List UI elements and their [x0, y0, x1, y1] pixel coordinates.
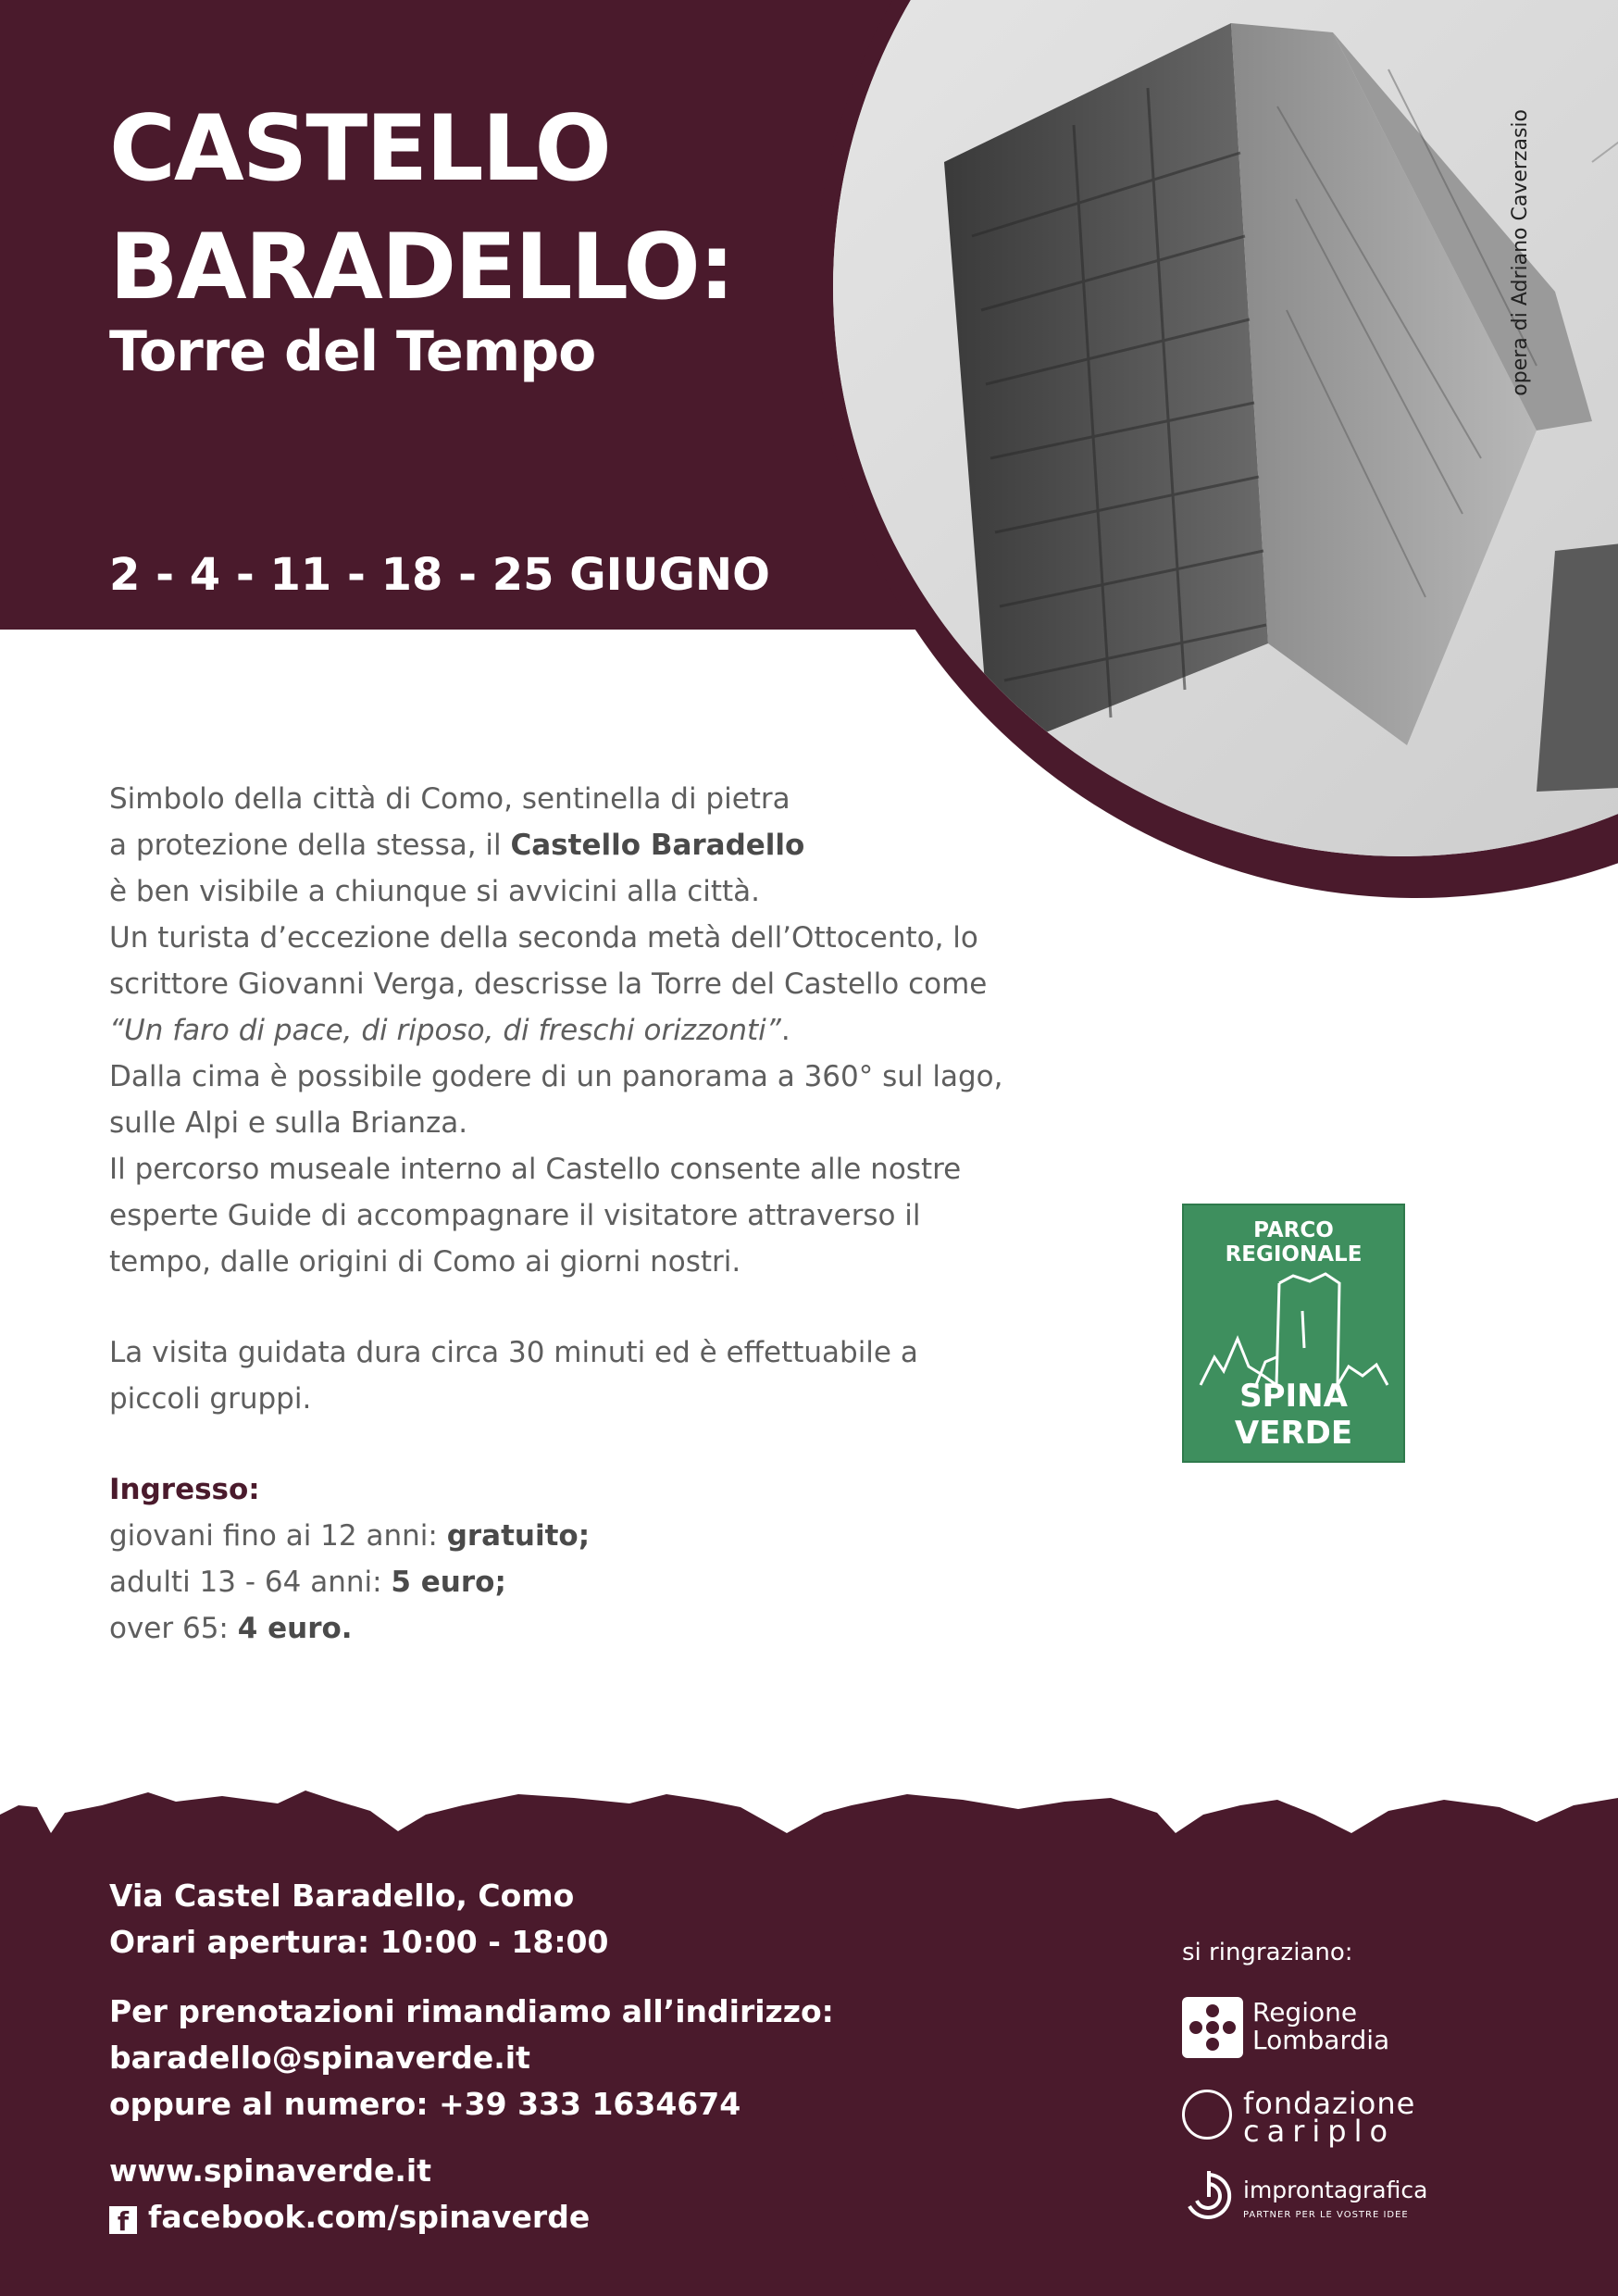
email-link[interactable]: baradello@spinaverde.it	[109, 2040, 530, 2076]
cariplo-seal-icon	[1182, 2090, 1232, 2140]
text-line: Un turista d’eccezione della seconda metà dell’Ottocento, lo	[109, 921, 978, 955]
description	[109, 776, 1053, 1652]
price-line: adulti 13 - 64 anni: 5 euro;	[109, 1566, 506, 1599]
text-line: Dalla cima è possibile godere di un panorama a 360° sul lago,	[109, 1060, 1003, 1093]
subtitle: Torre del Tempo	[109, 319, 596, 384]
text-line: piccoli gruppi.	[109, 1382, 312, 1416]
sponsor-name: Regione	[1252, 1997, 1358, 2028]
sponsor-name: fondazione	[1243, 2086, 1416, 2121]
park-logo-line1: PARCO REGIONALE	[1225, 1218, 1363, 1267]
spina-verde-logo	[1182, 1204, 1405, 1463]
text-line: Simbolo della città di Como, sentinella di pietra	[109, 782, 790, 816]
text-line: sulle Alpi e sulla Brianza.	[109, 1106, 468, 1140]
improntagrafica-icon	[1182, 2169, 1236, 2223]
sponsor-name: Lombardia	[1252, 2025, 1390, 2055]
opening-hours: Orari apertura: 10:00 - 18:00	[109, 1924, 609, 1960]
text-line: La visita guidata dura circa 30 minuti ed è effettuabile a	[109, 1336, 918, 1369]
booking-intro: Per prenotazioni rimandiamo all’indirizzo:	[109, 1993, 834, 2029]
text-line: a protezione della stessa, il Castello Baradello	[109, 829, 805, 862]
text-line: “Un faro di pace, di riposo, di freschi orizzonti”.	[109, 1014, 790, 1047]
address-block	[109, 1873, 608, 1965]
title-line-2: BARADELLO:	[109, 215, 734, 320]
sponsor-tagline: PARTNER PER LE VOSTRE IDEE	[1243, 2210, 1409, 2220]
regione-lombardia-icon	[1182, 1997, 1243, 2058]
facebook-link[interactable]: f facebook.com/spinaverde	[109, 2194, 590, 2240]
phone-number: oppure al numero: +39 333 1634674	[109, 2086, 741, 2122]
facebook-icon: f	[109, 2206, 137, 2234]
event-dates: 2 - 4 - 11 - 18 - 25 GIUGNO	[109, 549, 770, 601]
sponsor-name: improntagrafica	[1243, 2177, 1428, 2203]
thanks-label: si ringraziano:	[1182, 1939, 1353, 1966]
sponsor-name: cariplo	[1243, 2114, 1396, 2149]
verga-quote: “Un faro di pace, di riposo, di freschi orizzonti”	[109, 1014, 781, 1047]
text-line: Il percorso museale interno al Castello consente alle nostre	[109, 1153, 962, 1186]
park-logo-line2: SPINA VERDE	[1234, 1378, 1353, 1452]
artwork-credit: opera di Adriano Caverzasio	[1509, 109, 1532, 396]
website-link[interactable]: www.spinaverde.it	[109, 2152, 432, 2189]
ingresso-title: Ingresso:	[109, 1473, 260, 1506]
booking-block	[109, 1989, 834, 2128]
text-line: è ben visibile a chiunque si avvicini alla città.	[109, 875, 761, 908]
address: Via Castel Baradello, Como	[109, 1878, 575, 1914]
web-block	[109, 2148, 590, 2240]
tower-artwork	[833, 0, 1618, 856]
title-line-1: CASTELLO	[109, 96, 610, 202]
castle-name: Castello Baradello	[510, 829, 805, 862]
text-line: scrittore Giovanni Verga, descrisse la Torre del Castello come	[109, 967, 988, 1001]
price-line: over 65: 4 euro.	[109, 1612, 353, 1645]
text-line: tempo, dalle origini di Como ai giorni nostri.	[109, 1245, 741, 1279]
text-line: esperte Guide di accompagnare il visitatore attraverso il	[109, 1199, 921, 1232]
price-line: giovani fino ai 12 anni: gratuito;	[109, 1519, 591, 1553]
